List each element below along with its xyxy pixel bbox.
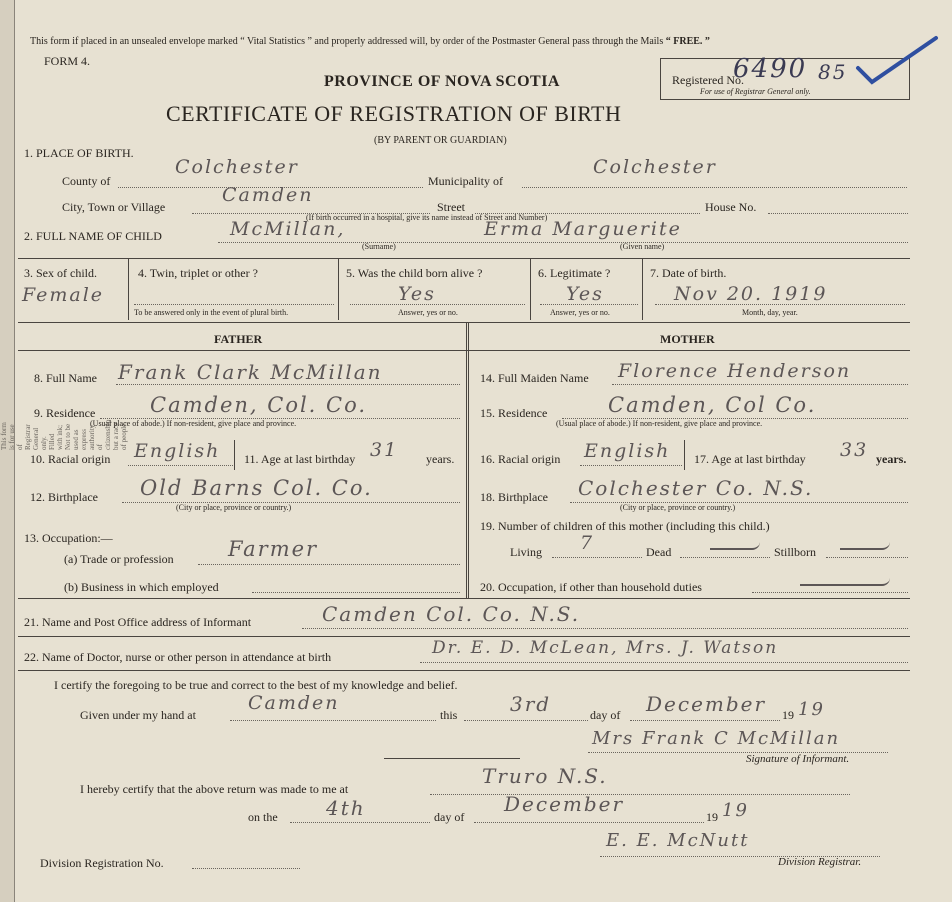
registered-label: Registered No. (672, 73, 744, 87)
father-racial-value: English (134, 440, 221, 462)
informant-label: 21. Name and Post Office address of Informant (24, 615, 252, 629)
notice-a: This form if placed in an unsealed envelope marked (30, 36, 238, 47)
child-name-line (218, 242, 908, 243)
father-occupation-label: 13. Occupation:— (24, 531, 113, 545)
divider-5-6 (530, 258, 531, 320)
legitimate-label: 6. Legitimate ? (538, 266, 611, 280)
mother-children-label: 19. Number of children of this mother (including this child.) (480, 519, 770, 533)
legitimate-line (540, 304, 638, 305)
mother-racial-line (580, 465, 682, 466)
notice-b: “ Vital Statistics ” (240, 36, 312, 47)
child-name-label: 2. FULL NAME OF CHILD (24, 229, 162, 243)
twin-label: 4. Twin, triplet or other ? (138, 266, 258, 280)
on-day-value: 4th (326, 796, 366, 820)
child-given-value: Erma Marguerite (484, 218, 682, 240)
mother-occupation-line (752, 592, 908, 593)
mother-dead-label: Dead (646, 545, 672, 559)
father-trade-line (198, 564, 460, 565)
sex-label: 3. Sex of child. (24, 266, 97, 280)
given-year-value: 19 (798, 699, 825, 720)
on-day-line (290, 822, 430, 823)
informant-signature-label: Signature of Informant. (746, 753, 850, 765)
parents-divider (466, 322, 469, 598)
division-registration-label: Division Registration No. (40, 856, 164, 870)
divider-3-4 (128, 258, 129, 320)
father-residence-label: 9. Residence (34, 406, 96, 420)
father-racial-sep (234, 440, 235, 470)
mother-birthplace-caption: (City or place, province or country.) (620, 503, 736, 512)
informant-signature: Mrs Frank C McMillan (592, 728, 841, 749)
mother-living-value: 7 (580, 532, 595, 554)
mother-name-value: Florence Henderson (618, 360, 852, 382)
twin-note: To be answered only in the event of plural birth. (134, 308, 289, 317)
rule-informant-top (18, 598, 910, 599)
father-age-label: 11. Age at last birthday (244, 452, 356, 466)
legitimate-value: Yes (566, 283, 604, 305)
edge-text: This form is for use of Registrar General only. Filled with ink; Not to be used as express authority of citizenship but a race of people. (0, 419, 128, 450)
rule-certify-top (18, 670, 910, 671)
father-years-label: years. (426, 452, 455, 466)
house-label: House No. (705, 200, 757, 214)
father-name-label: 8. Full Name (34, 371, 97, 385)
mother-name-label: 14. Full Maiden Name (480, 371, 589, 385)
surname-caption: (Surname) (362, 242, 396, 251)
informant-value: Camden Col. Co. N.S. (322, 602, 581, 626)
mother-stillborn-label: Stillborn (774, 545, 817, 559)
notice-free: “ FREE. ” (665, 36, 710, 47)
on-year-prefix: 19 (706, 810, 718, 824)
child-surname-value: McMillan, (230, 218, 346, 240)
given-day-value: 3rd (510, 692, 552, 716)
father-name-value: Frank Clark McMillan (118, 360, 383, 384)
dob-label: 7. Date of birth. (650, 266, 727, 280)
certificate-title: CERTIFICATE OF REGISTRATION OF BIRTH (166, 101, 622, 126)
county-value: Colchester (175, 156, 299, 178)
place-of-birth-label: 1. PLACE OF BIRTH. (24, 146, 134, 160)
municipality-line (522, 187, 907, 188)
informant-line (302, 628, 908, 629)
given-month-value: December (646, 692, 767, 716)
mother-racial-label: 16. Racial origin (480, 452, 561, 466)
father-birthplace-caption: (City or place, province or country.) (176, 503, 292, 512)
father-birthplace-value: Old Barns Col. Co. (140, 476, 373, 500)
mother-birthplace-value: Colchester Co. N.S. (578, 476, 814, 500)
registered-suffix: 85 (818, 60, 848, 84)
year-prefix: 19 (782, 708, 794, 722)
rule-doctor-top (18, 636, 910, 637)
short-divider (384, 758, 520, 759)
this-label: this (440, 708, 458, 722)
alive-label: 5. Was the child born alive ? (346, 266, 483, 280)
mother-racial-sep (684, 440, 685, 470)
province-heading: PROVINCE OF NOVA SCOTIA (324, 73, 560, 90)
doctor-label: 22. Name of Doctor, nurse or other person in attendance at birth (24, 650, 332, 664)
dob-caption: Month, day, year. (742, 308, 798, 317)
mother-years-label: years. (876, 452, 907, 466)
father-racial-label: 10. Racial origin (30, 452, 111, 466)
house-line (768, 213, 908, 214)
sex-value: Female (22, 284, 105, 306)
alive-caption: Answer, yes or no. (398, 308, 458, 317)
mother-racial-value: English (584, 440, 671, 462)
father-racial-line (128, 465, 233, 466)
mother-stillborn-line (826, 557, 908, 558)
registrar-use-note: For use of Registrar General only. (700, 87, 811, 96)
divider-4-5 (338, 258, 339, 320)
mother-name-line (612, 384, 908, 385)
on-the-label: on the (248, 810, 278, 824)
mother-occupation-dash (800, 578, 890, 586)
hospital-note: (If birth occurred in a hospital, give its name instead of Street and Number) (306, 213, 548, 222)
father-residence-value: Camden, Col. Co. (150, 393, 368, 417)
father-business-line (252, 592, 460, 593)
hereby-place-line (430, 794, 850, 795)
father-name-line (116, 384, 460, 385)
mother-living-line (552, 557, 642, 558)
on-day-of-label: day of (434, 810, 465, 824)
checkmark-icon (850, 30, 940, 90)
mother-living-label: Living (510, 545, 542, 559)
father-birthplace-label: 12. Birthplace (30, 490, 98, 504)
given-day-line (464, 720, 588, 721)
day-of-label: day of (590, 708, 621, 722)
legitimate-caption: Answer, yes or no. (550, 308, 610, 317)
dob-value: Nov 20. 1919 (674, 283, 828, 305)
dob-line (655, 304, 905, 305)
doctor-line (420, 662, 908, 663)
mother-heading: MOTHER (660, 332, 715, 346)
on-month-value: December (504, 792, 625, 816)
father-age-value: 31 (370, 439, 399, 461)
registrar-label: Division Registrar. (778, 856, 862, 868)
municipality-value: Colchester (593, 156, 717, 178)
mother-dead-dash (710, 542, 760, 550)
father-business-label: (b) Business in which employed (64, 580, 219, 594)
given-name-caption: (Given name) (620, 242, 665, 251)
notice-c: and properly addressed will, by order of the Postmaster General pass through the Mails (314, 36, 664, 47)
hereby-place-value: Truro N.S. (482, 764, 608, 788)
rule-parents-top (18, 322, 910, 323)
father-residence-caption: (Usual place of abode.) If non-resident, give place and province. (90, 419, 297, 428)
mother-residence-caption: (Usual place of abode.) If non-resident, give place and province. (556, 419, 763, 428)
county-label: County of (62, 174, 111, 188)
given-month-line (630, 720, 780, 721)
city-value: Camden (222, 184, 314, 206)
street-label: Street (437, 200, 465, 214)
mother-residence-label: 15. Residence (480, 406, 548, 420)
mother-age-label: 17. Age at last birthday (694, 452, 806, 466)
twin-line (134, 304, 334, 305)
on-year-value: 19 (722, 800, 749, 821)
certificate-subtitle: (BY PARENT OR GUARDIAN) (374, 135, 507, 146)
mother-stillborn-dash (840, 542, 890, 550)
alive-value: Yes (398, 283, 436, 305)
mother-occupation-label: 20. Occupation, if other than household duties (480, 580, 702, 594)
mother-age-value: 33 (840, 439, 869, 461)
rule-parents-head (18, 350, 910, 351)
divider-6-7 (642, 258, 643, 320)
form-number: FORM 4. (44, 54, 91, 68)
father-heading: FATHER (214, 332, 263, 346)
registrar-signature: E. E. McNutt (606, 830, 750, 851)
doctor-value: Dr. E. D. McLean, Mrs. J. Watson (432, 638, 779, 658)
mail-notice (30, 36, 710, 47)
division-registration-line (192, 868, 300, 869)
father-trade-value: Farmer (228, 537, 319, 561)
certify-statement: I certify the foregoing to be true and correct to the best of my knowledge and belief. (54, 678, 458, 692)
city-label: City, Town or Village (62, 200, 166, 214)
given-place-value: Camden (248, 692, 340, 714)
mother-birthplace-label: 18. Birthplace (480, 490, 548, 504)
on-month-line (474, 822, 704, 823)
mother-dead-line (680, 557, 770, 558)
father-trade-label: (a) Trade or profession (64, 552, 174, 566)
mother-residence-value: Camden, Col Co. (608, 393, 817, 417)
municipality-label: Municipality of (428, 174, 503, 188)
given-place-line (230, 720, 436, 721)
hereby-statement: I hereby certify that the above return was made to me at (80, 782, 349, 796)
given-label: Given under my hand at (80, 708, 196, 722)
registered-number: 6490 (733, 54, 808, 84)
rule-top-row3 (18, 258, 910, 259)
alive-line (350, 304, 525, 305)
